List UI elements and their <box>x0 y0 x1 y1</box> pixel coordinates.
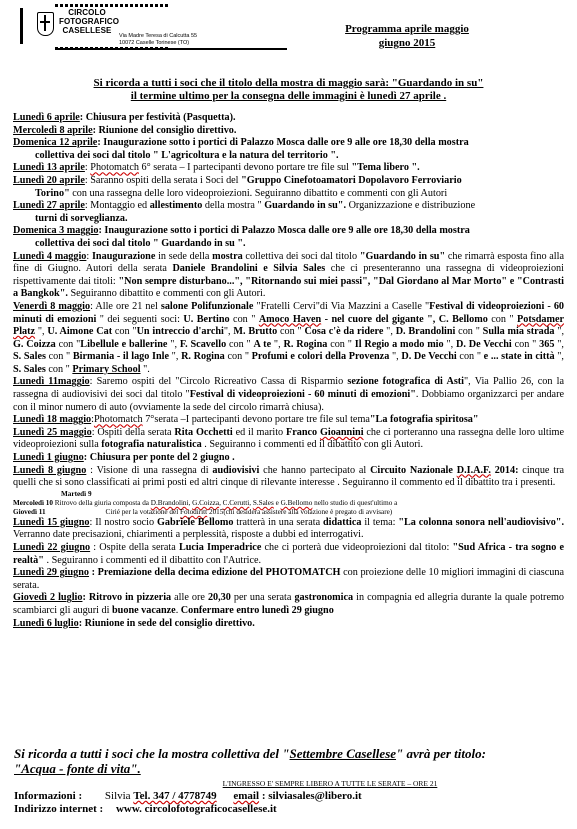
club-name: CIRCOLO FOTOGRAFICO CASELLESE <box>59 8 120 35</box>
event-item: Lunedì 6 aprile: Chiusura per festività (Pasquetta). <box>13 112 236 123</box>
event-item: Lunedì 11maggio: Saremo ospiti del "Circolo Ricreativo Cassa di Risparmio sezione fotografica di Asti", Via Pallio 26, con la rassegna di audiovisivi dei soci dal titolo "Festival di videoproiezioni - 60 minuti di emozioni". Dobbiamo organizzarci per andare con il minor numero di auto (ovviamente la sede del circolo rimarrà chiusa). <box>13 376 565 413</box>
program-title: Programma aprile maggio giugno 2015 <box>345 23 469 49</box>
event-item: Lunedì 20 aprile: Saranno ospiti della serata i Soci del "Gruppo Cinefotoamatori Dopolavoro Ferroviario Torino" con una rassegna delle loro videoproiezioni. Seguiranno dibattito e commenti con gli Autori <box>13 174 462 199</box>
event-item: Lunedì 15 giugno: Il nostro socio Gabriele Bellomo tratterà in una serata didattica il tema: "La colonna sonora nell'audiovisivo". Verranno date precisazioni, chiarimenti a perplessità, risposte a dubbi ed interrogativi. <box>13 516 565 541</box>
event-item: Lunedì 22 giugno : Ospite della serata Lucia Imperadrice che ci porterà due videoproiezioni dal titolo: "Sud Africa - tra sogno e realtà" . Seguiranno i commenti ed il dibattito con l'Autrice. <box>13 542 564 566</box>
logo-bar <box>20 8 23 44</box>
event-item: Domenica 3 maggio: Inaugurazione sotto i portici di Palazzo Mosca dalle ore 9 alle ore 18,30 della mostra collettiva dei soci dal titolo " Guardando in su ". <box>13 225 470 249</box>
event-item: Lunedì 27 aprile: Montaggio ed allestimento della mostra " Guardando in su". Organizzazione e distribuzione turni di sorveglianza. <box>13 200 476 224</box>
event-item: Lunedì 13 aprile: Photomatch 6° serata – I partecipanti devono portare tre file sul "Tema libero ". <box>13 162 420 174</box>
intro-notice: Si ricorda a tutti i soci che il titolo della mostra di maggio sarà: "Guardando in su" il termine ultimo per la consegna delle immagini è lunedì 27 aprile . <box>93 77 484 102</box>
contact-info <box>14 790 564 816</box>
web-label: Indirizzo internet : <box>14 803 104 815</box>
event-item: Lunedì 1 giugno: Chiusura per ponte del 2 giugno . <box>13 452 235 464</box>
event-item: Mercoledì 8 aprile: Riunione del consiglio direttivo. <box>13 124 237 136</box>
info-label: Informazioni : <box>14 790 83 802</box>
event-item: Lunedì 4 maggio: Inaugurazione in sede della mostra collettiva dei soci dal titolo "Guardando in su" che rimarrà esposta fino alla fine di Giugno. Autori della serata Daniele Brandolini e Silvia Sales che ci presenteranno una rassegna di videoproiezioni rispettivamente dai titoli: "Non sempre disturbano...", "Ritornando sui miei passi", "Dal Giordano al Mar Morto" e "Contrasti a Bangkok". Seguiranno dibattito e commenti con gli Autori. <box>13 250 564 300</box>
event-item-jury: Martedì 9 Mercoledì 10 Ritrovo della giuria composta da D.Brandolini, G.Coizza, C.Cerutti, S.Sales e G.Bellomo nello studio di quest'ultimo a Giovedì 11 Cirié per la votazione del Fotodiritt 2015(chi desidera assistere alla votazione è pregato di avvisare) <box>13 489 398 516</box>
info-email[interactable]: : silviasales@libero.it <box>259 790 362 802</box>
free-entry-notice: L'INGRESSO E' SEMPRE LIBERO A TUTTE LE SERATE – ORE 21 <box>222 779 438 788</box>
event-item: Lunedì 29 giugno : Premiazione della decima edizione del PHOTOMATCH con proiezione delle 10 migliori immagini di ciascuna serata. <box>13 567 564 591</box>
info-name: Silvia <box>104 790 134 802</box>
event-item: Domenica 12 aprile: Inaugurazione sotto i portici di Palazzo Mosca dalle ore 9 alle ore 18,30 della mostra collettiva dei soci dal titolo " L'agricoltura e la natura del territorio ". <box>13 137 469 161</box>
event-item: Lunedì 8 giugno : Visione di una rassegna di audiovisivi che hanno partecipato al Circuito Nazionale D.I.A.F. 2014: cinque tra quelli che si sono classificati ai primi posti ed altri cinque di rilevante interesse . Seguiranno il commento ed il dibattito tra i presenti. <box>13 464 565 489</box>
event-item: Lunedì 18 maggio:Photomatch 7°serata –I partecipanti devono portare tre file sul tema"La fotografia spiritosa" <box>13 414 479 426</box>
event-list <box>13 112 564 630</box>
event-item: Giovedì 2 luglio: Ritrovo in pizzeria alle ore 20,30 per una serata gastronomica in compagnia ed allegria durante la quale potremo scambiarci gli auguri di buone vacanze. Confermare entro lunedì 29 giugno <box>13 592 564 616</box>
header-rule <box>55 48 287 50</box>
event-item: Lunedì 6 luglio: Riunione in sede del consiglio direttivo. <box>13 617 255 629</box>
event-item: Venerdì 8 maggio: Alle ore 21 nel salone Polifunzionale "Fratelli Cervi"di Via Mazzini a Caselle "Festival di videoproiezioni - 60 minuti di emozioni " dei seguenti soci: U. Bertino con " Amoco Haven - nel cuore del gigante ", C. Bellomo con " Potsdamer Platz ", U. Aimone Cat con "Un intreccio d'archi", M. Brutto con " Cosa c'è da ridere ", D. Brandolini con " Sulla mia strada ", G. Coizza con "Libellule e ballerine ", F. Scavello con " A te ", R. Rogina con " Il Regio a modo mio ", D. De Vecchi con " 365 ", S. Sales con " Birmania - il lago Inle ", R. Rogina con " Profumi e colori della Provenza ", D. De Vecchi con " e ... state in città ", S. Sales con " Primary School ". <box>13 300 565 375</box>
shield-icon <box>37 12 54 36</box>
event-item: Lunedì 25 maggio: Ospiti della serata Rita Occhetti ed il marito Franco Gioannini che ci porteranno una rassegna delle loro ultime videoproiezioni sulla fotografia naturalistica . Seguiranno i commenti ed il dibattito con gli Autori. <box>13 426 564 451</box>
settembre-casellese-notice: Si ricorda a tutti i soci che la mostra collettiva del "Settembre Casellese" avrà per titolo: "Acqua - fonte di vita". <box>14 746 486 776</box>
info-phone[interactable]: Tel. 347 / 4778749 <box>133 790 217 802</box>
film-strip-top <box>55 4 170 7</box>
web-link[interactable]: www. circolofotograficocasellese.it <box>115 803 277 815</box>
club-address: Via Madre Teresa di Calcutta 55 10072 Caselle Torinese (TO) <box>119 33 198 46</box>
info-email-label: email <box>233 790 260 802</box>
